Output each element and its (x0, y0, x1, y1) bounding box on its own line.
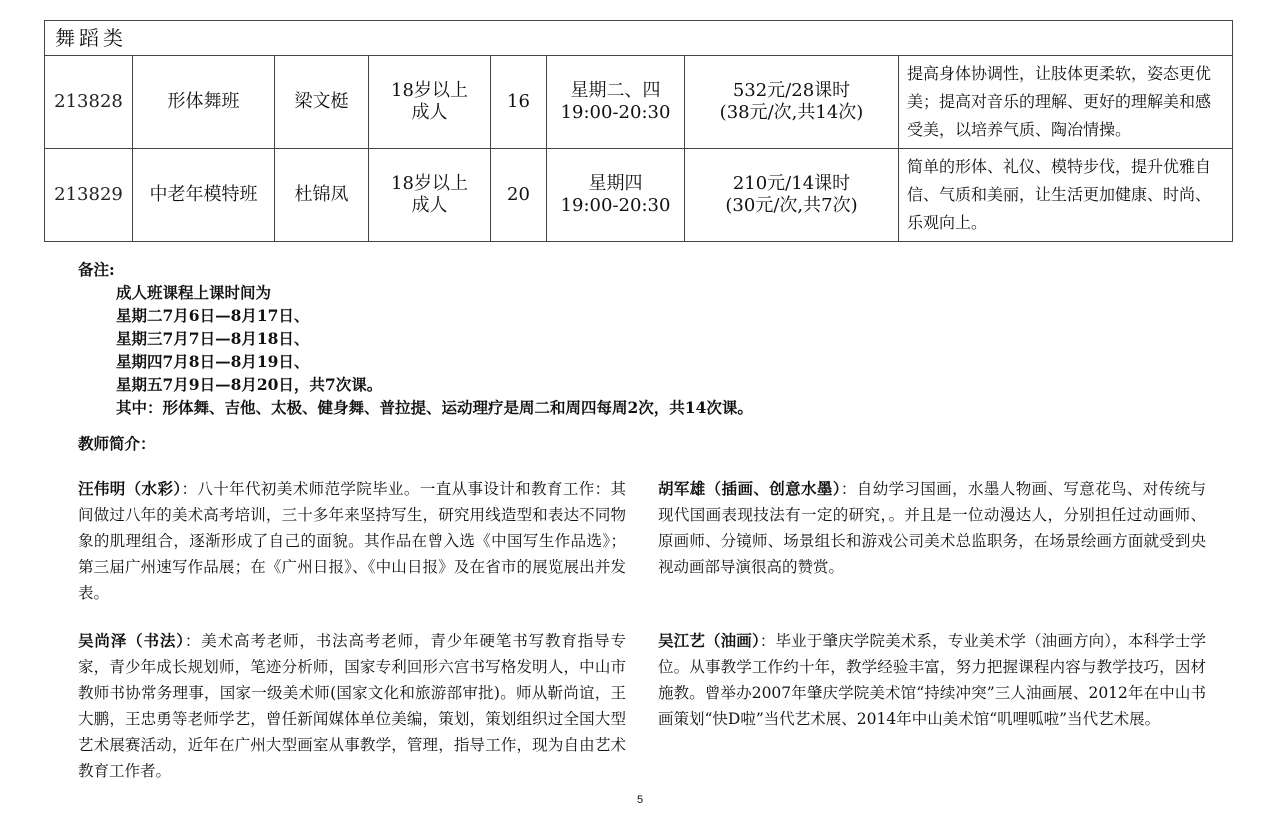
course-fee-line2: (30元/次,共7次) (725, 195, 858, 216)
course-fee-line2: (38元/次,共14次) (719, 102, 864, 123)
course-fee (685, 149, 899, 242)
course-description: 简单的形体、礼仪、模特步伐，提升优雅自信、气质和美丽，让生活更加健康、时尚、乐观向上。 (899, 149, 1233, 242)
course-fee-line1: 532元/28课时 (732, 80, 851, 101)
category-header-row (45, 21, 1233, 56)
course-schedule (547, 56, 685, 149)
teachers-title: 教师简介： (78, 434, 156, 453)
teacher-name: 汪伟明（水彩） (78, 479, 182, 498)
teacher-bio-text: ：自幼学习国画，水墨人物画、写意花鸟、对传统与现代国画表现技法有一定的研究，。并且是一位动漫达人，分别担任过动画师、原画师、分镜师、场景组长和游戏公司美术总监职务，在场景绘画方面就受到央视动画部导演很高的赞赏。 (658, 480, 1206, 576)
course-capacity: 16 (491, 56, 547, 149)
course-name: 形体舞班 (133, 56, 275, 149)
course-description: 提高身体协调性，让肢体更柔软，姿态更优美；提高对音乐的理解、更好的理解美和感受美，以培养气质、陶冶情操。 (899, 56, 1233, 149)
teacher-bio (658, 628, 1206, 732)
course-time: 19:00-20:30 (560, 195, 671, 216)
course-day: 星期二、四 (570, 80, 661, 101)
remarks-line: 成人班课程上课时间为 (116, 283, 272, 302)
remarks-line: 星期四7月8日—8月19日、 (116, 352, 310, 371)
teacher-bio (78, 476, 626, 606)
course-schedule (547, 149, 685, 242)
course-table (44, 20, 1233, 242)
teacher-name: 吴江艺（油画） (658, 631, 760, 650)
course-capacity: 20 (491, 149, 547, 242)
course-fee (685, 56, 899, 149)
teacher-bio-text: ：八十年代初美术师范学院毕业。一直从事设计和教育工作：其间做过八年的美术高考培训，三十多年来坚持写生，研究用线造型和表达不同物象的肌理组合，逐渐形成了自己的面貌。其作品在曾入选《中国写生作品选》；第三届广州速写作品展；在《广州日报》、《中山日报》及在省市的展览展出并发表。 (78, 480, 626, 602)
course-day: 星期四 (588, 173, 643, 194)
course-age (369, 56, 491, 149)
course-age-line1: 18岁以上 (391, 80, 468, 101)
table-row (45, 149, 1233, 242)
table-row (45, 56, 1233, 149)
remarks-section (78, 258, 753, 419)
course-age-line2: 成人 (411, 195, 448, 216)
category-title: 舞蹈类 (45, 21, 1233, 56)
teacher-bio-text: ：美术高考老师，书法高考老师，青少年硬笔书写教育指导专家，青少年成长规划师，笔迹分析师，国家专利回形六宫书写格发明人，中山市教师书协常务理事，国家一级美术师(国家文化和旅游部审批)。师从靳尚谊，王大鹏，王忠勇等老师学艺，曾任新闻媒体单位美编，策划，策划组织过全国大型艺术展赛活动，近年在广州大型画室从事教学，管理，指导工作，现为自由艺术教育工作者。 (78, 632, 626, 780)
course-name: 中老年模特班 (133, 149, 275, 242)
teacher-bio-text: ：毕业于肇庆学院美术系，专业美术学（油画方向），本科学士学位。从事教学工作约十年，教学经验丰富，努力把握课程内容与教学技巧，因材施教。曾举办2007年肇庆学院美术馆“持续冲突”三人油画展、2012年在中山书画策划“快D啦”当代艺术展、2014年中山美术馆“叽哩呱啦”当代艺术展。 (658, 632, 1206, 728)
teacher-name: 吴尚泽（书法） (78, 631, 185, 650)
course-time: 19:00-20:30 (560, 102, 671, 123)
teacher-bio (78, 628, 626, 784)
course-age (369, 149, 491, 242)
remarks-line: 其中：形体舞、吉他、太极、健身舞、普拉提、运动理疗是周二和周四每周2次，共14次课。 (116, 398, 753, 417)
course-teacher: 杜锦凤 (275, 149, 369, 242)
course-age-line2: 成人 (411, 102, 448, 123)
remarks-title: 备注: (78, 260, 115, 279)
remarks-line: 星期五7月9日—8月20日，共7次课。 (116, 375, 383, 394)
teacher-bio (658, 476, 1206, 580)
remarks-line: 星期三7月7日—8月18日、 (116, 329, 310, 348)
course-age-line1: 18岁以上 (391, 173, 468, 194)
course-teacher: 梁文梃 (275, 56, 369, 149)
course-code: 213829 (45, 149, 133, 242)
teacher-name: 胡军雄（插画、创意水墨） (658, 479, 841, 498)
remarks-line: 星期二7月6日—8月17日、 (116, 306, 310, 325)
course-code: 213828 (45, 56, 133, 149)
course-fee-line1: 210元/14课时 (732, 173, 851, 194)
page-number: 5 (636, 794, 644, 806)
